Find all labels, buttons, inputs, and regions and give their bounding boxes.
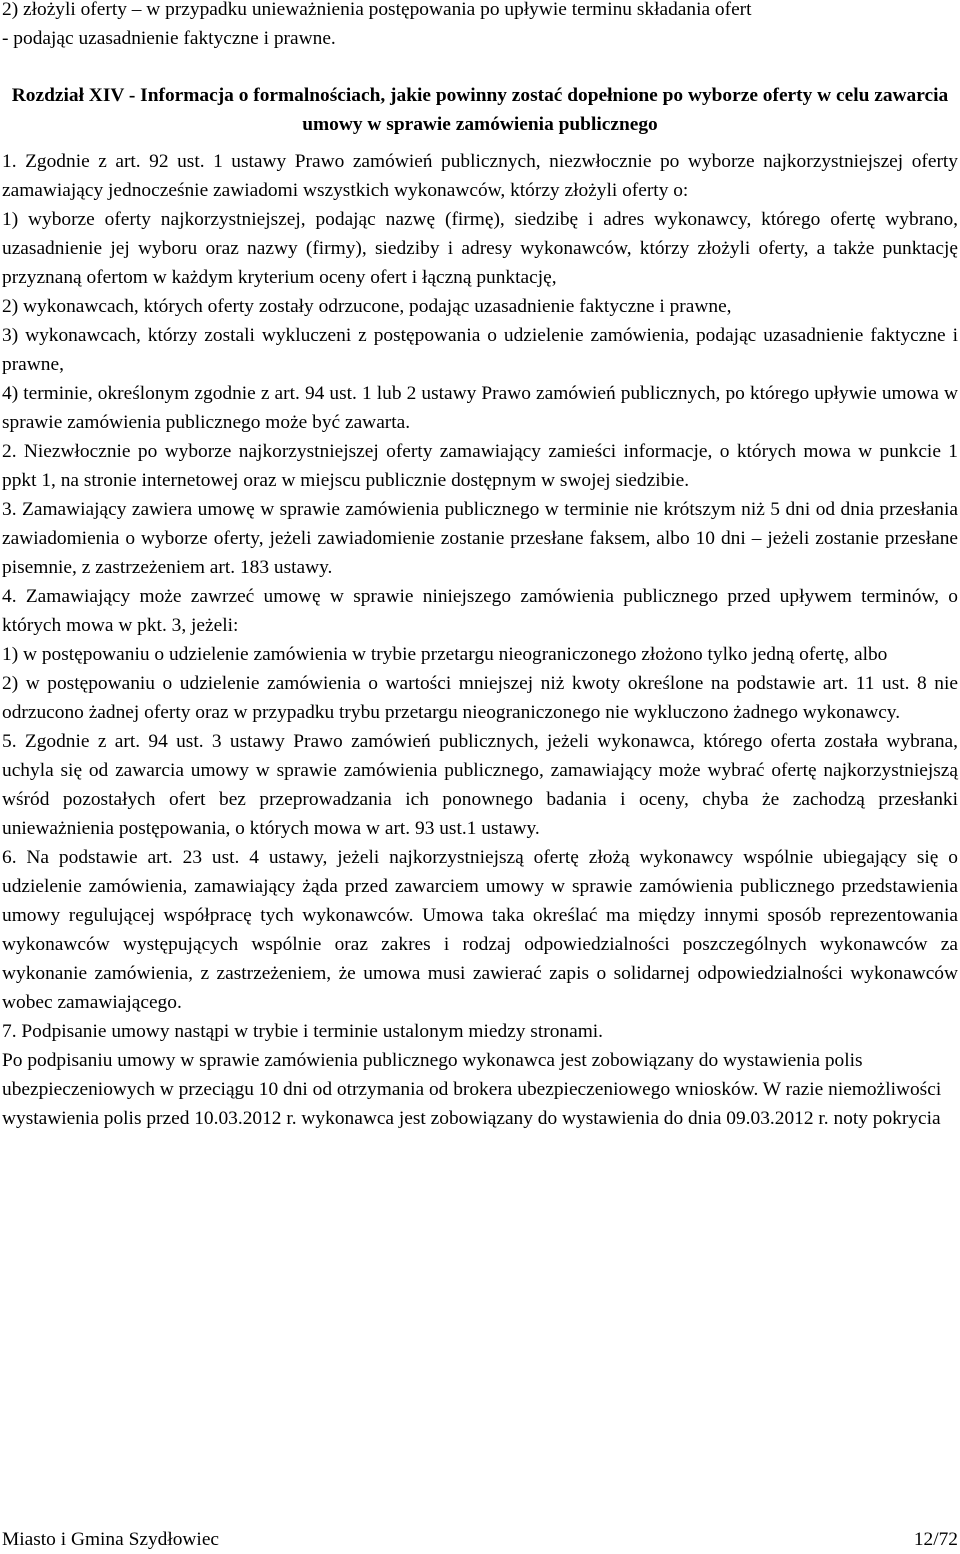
lead-line-2: - podając uzasadnienie faktyczne i prawne. xyxy=(2,28,336,49)
paragraph-4-item-2: 2) w postępowaniu o udzielenie zamówienia o wartości mniejszej niż kwoty określone na podstawie art. 11 ust. 8 nie odrzucono żadnej oferty oraz w przypadku trybu przetargu nieograniczonego nie wykluczono żadnego wykonawcy. xyxy=(2,673,958,723)
paragraph-1: 1. Zgodnie z art. 92 ust. 1 ustawy Prawo zamówień publicznych, niezwłocznie po wyborze najkorzystniejszej oferty zamawiający jednocześnie zawiadomi wszystkich wykonawców, którzy złożyli oferty o: xyxy=(2,151,958,201)
paragraph-6: 6. Na podstawie art. 23 ust. 4 ustawy, jeżeli najkorzystniejszą ofertę złożą wykonawcy wspólnie ubiegający się o udzielenie zamówienia, zamawiający żąda przed zawarciem umowy w sprawie zamówienia publicznego przedstawienia umowy regulującej współpracę tych wykonawców. Umowa taka określać ma między innymi sposób reprezentowania wykonawców występujących wspólnie oraz zakres i rodzaj odpowiedzialności poszczególnych wykonawców za wykonanie zamówienia, z zastrzeżeniem, że umowa musi zawierać zapis o solidarnej odpowiedzialności wykonawców wobec zamawiającego. xyxy=(2,847,958,1013)
final-paragraph: Po podpisaniu umowy w sprawie zamówienia publicznego wykonawca jest zobowiązany do wystawienia polis ubezpieczeniowych w przeciągu 10 dni od otrzymania od brokera ubezpieczeniowego wniosków. W razie niemożliwości wystawienia polis przed 10.03.2012 r. wykonawca jest zobowiązany do wystawienia do dnia 09.03.2012 r. noty pokrycia xyxy=(2,1050,942,1129)
paragraph-7: 7. Podpisanie umowy nastąpi w trybie i terminie ustalonym miedzy stronami. xyxy=(2,1021,604,1042)
paragraph-4-item-1: 1) w postępowaniu o udzielenie zamówienia w trybie przetargu nieograniczonego złożono tylko jedną ofertę, albo xyxy=(2,644,888,665)
paragraph-1-item-4: 4) terminie, określonym zgodnie z art. 94 ust. 1 lub 2 ustawy Prawo zamówień publicznych, po którego upływie umowa w sprawie zamówienia publicznego może być zawarta. xyxy=(2,383,958,433)
section-heading: Rozdział XIV - Informacja o formalnościach, jakie powinny zostać dopełnione po wyborze oferty w celu zawarcia umowy w sprawie zamówienia publicznego xyxy=(11,85,949,135)
page-footer xyxy=(2,1525,958,1554)
document-body xyxy=(2,0,958,1133)
footer-organization: Miasto i Gmina Szydłowiec xyxy=(2,1529,220,1550)
page-number: 12/72 xyxy=(913,1529,958,1550)
paragraph-3: 3. Zamawiający zawiera umowę w sprawie zamówienia publicznego w terminie nie krótszym niż 5 dni od dnia przesłania zawiadomienia o wyborze oferty, jeżeli zawiadomienie zostanie przesłane faksem, albo 10 dni – jeżeli zostanie przesłane pisemnie, z zastrzeżeniem art. 183 ustawy. xyxy=(2,499,958,578)
lead-line-1: 2) złożyli oferty – w przypadku unieważnienia postępowania po upływie terminu składania ofert xyxy=(2,0,752,20)
paragraph-1-item-1: 1) wyborze oferty najkorzystniejszej, podając nazwę (firmę), siedzibę i adres wykonawcy, którego ofertę wybrano, uzasadnienie jej wyboru oraz nazwy (firmy), siedziby i adresy wykonawców, którzy złożyli oferty, a także punktację przyznaną ofertom w każdym kryterium oceny ofert i łączną punktację, xyxy=(2,209,958,288)
paragraph-4: 4. Zamawiający może zawrzeć umowę w sprawie niniejszego zamówienia publicznego przed upływem terminów, o których mowa w pkt. 3, jeżeli: xyxy=(2,586,958,636)
paragraph-1-item-2: 2) wykonawcach, których oferty zostały odrzucone, podając uzasadnienie faktyczne i prawne, xyxy=(2,296,732,317)
paragraph-5: 5. Zgodnie z art. 94 ust. 3 ustawy Prawo zamówień publicznych, jeżeli wykonawca, którego oferta została wybrana, uchyla się od zawarcia umowy w sprawie zamówienia publicznego, zamawiający może wybrać ofertę najkorzystniejszą wśród pozostałych ofert bez przeprowadzania ich ponownego badania i oceny, chyba że zachodzą przesłanki unieważnienia postępowania, o których mowa w art. 93 ust.1 ustawy. xyxy=(2,731,958,839)
paragraph-1-item-3: 3) wykonawcach, którzy zostali wykluczeni z postępowania o udzielenie zamówienia, podając uzasadnienie faktyczne i prawne, xyxy=(2,325,958,375)
paragraph-2: 2. Niezwłocznie po wyborze najkorzystniejszej oferty zamawiający zamieści informacje, o których mowa w punkcie 1 ppkt 1, na stronie internetowej oraz w miejscu publicznie dostępnym w swojej siedzibie. xyxy=(2,441,958,491)
